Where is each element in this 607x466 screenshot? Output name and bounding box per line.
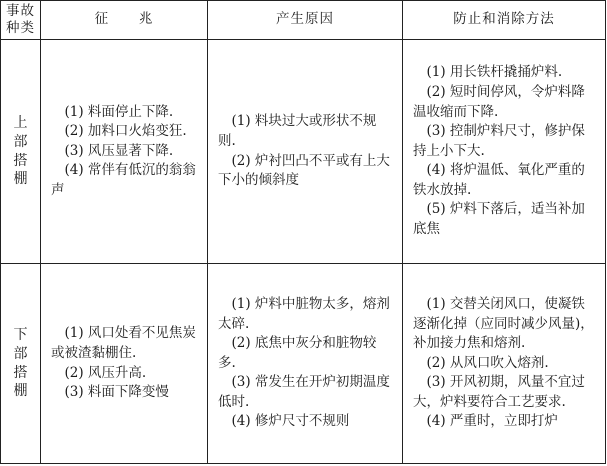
header-category-line2: 种类 bbox=[6, 20, 35, 36]
header-category bbox=[1, 1, 41, 40]
prevention-item: (3) 开风初期，风量不宜过大，炉料要符合工艺要求. bbox=[413, 374, 585, 410]
prevention-item: (1) 用长铁杆撬捅炉料. bbox=[426, 64, 563, 81]
prevention-item: (4) 严重时，立即打炉 bbox=[426, 413, 558, 430]
cause-item: (2) 底焦中灰分和脏物较多. bbox=[218, 335, 377, 371]
category-label: 下部搭棚 bbox=[13, 326, 28, 400]
cause-item: (3) 常发生在开炉初期温度低时. bbox=[218, 374, 390, 410]
symptoms-cell bbox=[41, 264, 208, 464]
prevention-item: (5) 炉料下落后，适当补加底焦 bbox=[413, 201, 585, 237]
causes-cell bbox=[208, 264, 403, 464]
cause-item: (1) 炉料中脏物太多，熔剂太碎. bbox=[218, 296, 390, 332]
header-prevention: 防止和消除方法 bbox=[403, 1, 606, 40]
cause-item: (4) 修炉尺寸不规则 bbox=[231, 413, 350, 430]
prevention-item: (2) 短时间停风，令炉料降温收缩而下降. bbox=[413, 84, 585, 120]
symptom-item: (1) 风口处看不见焦炭或被渣黏棚住. bbox=[51, 325, 196, 361]
category-cell bbox=[1, 264, 41, 464]
symptoms-cell bbox=[41, 40, 208, 264]
category-label: 上部搭棚 bbox=[13, 114, 28, 188]
cause-item: (2) 炉衬凹凸不平或有上大下小的倾斜度 bbox=[218, 152, 390, 189]
symptom-item: (1) 料面停止下降. bbox=[64, 103, 174, 120]
header-symptoms-part2: 兆 bbox=[138, 11, 154, 28]
cause-item: (1) 料块过大或形状不规则. bbox=[218, 113, 377, 149]
symptom-item: (2) 风压升高. bbox=[64, 364, 147, 381]
prevention-item: (1) 交替关闭风口，使凝铁逐渐化掉（应同时减少风量)，补加接力焦和熔剂. bbox=[413, 296, 594, 352]
symptom-item: (2) 加料口火焰变狂. bbox=[64, 123, 187, 140]
category-cell bbox=[1, 40, 41, 264]
symptom-item: (3) 料面下降变慢 bbox=[64, 384, 169, 401]
header-category-line1: 事故 bbox=[6, 3, 35, 20]
prevention-item: (4) 将炉温低、氧化严重的铁水放掉. bbox=[413, 162, 585, 198]
symptom-item: (4) 常伴有低沉的翁翁声 bbox=[51, 162, 196, 198]
symptom-item: (3) 风压显著下降. bbox=[64, 142, 174, 159]
prevention-cell bbox=[403, 264, 606, 464]
header-causes: 产生原因 bbox=[208, 1, 403, 40]
prevention-item: (3) 控制炉料尺寸，修护保持上小下大. bbox=[413, 123, 585, 159]
prevention-item: (2) 从风口吹入熔剂. bbox=[426, 354, 549, 371]
header-symptoms bbox=[41, 1, 208, 40]
header-symptoms-part1: 征 bbox=[94, 11, 110, 28]
causes-cell bbox=[208, 40, 403, 264]
prevention-cell bbox=[403, 40, 606, 264]
table-row-lower bbox=[1, 264, 606, 464]
table-row-upper bbox=[1, 40, 606, 264]
header-row bbox=[1, 1, 606, 40]
